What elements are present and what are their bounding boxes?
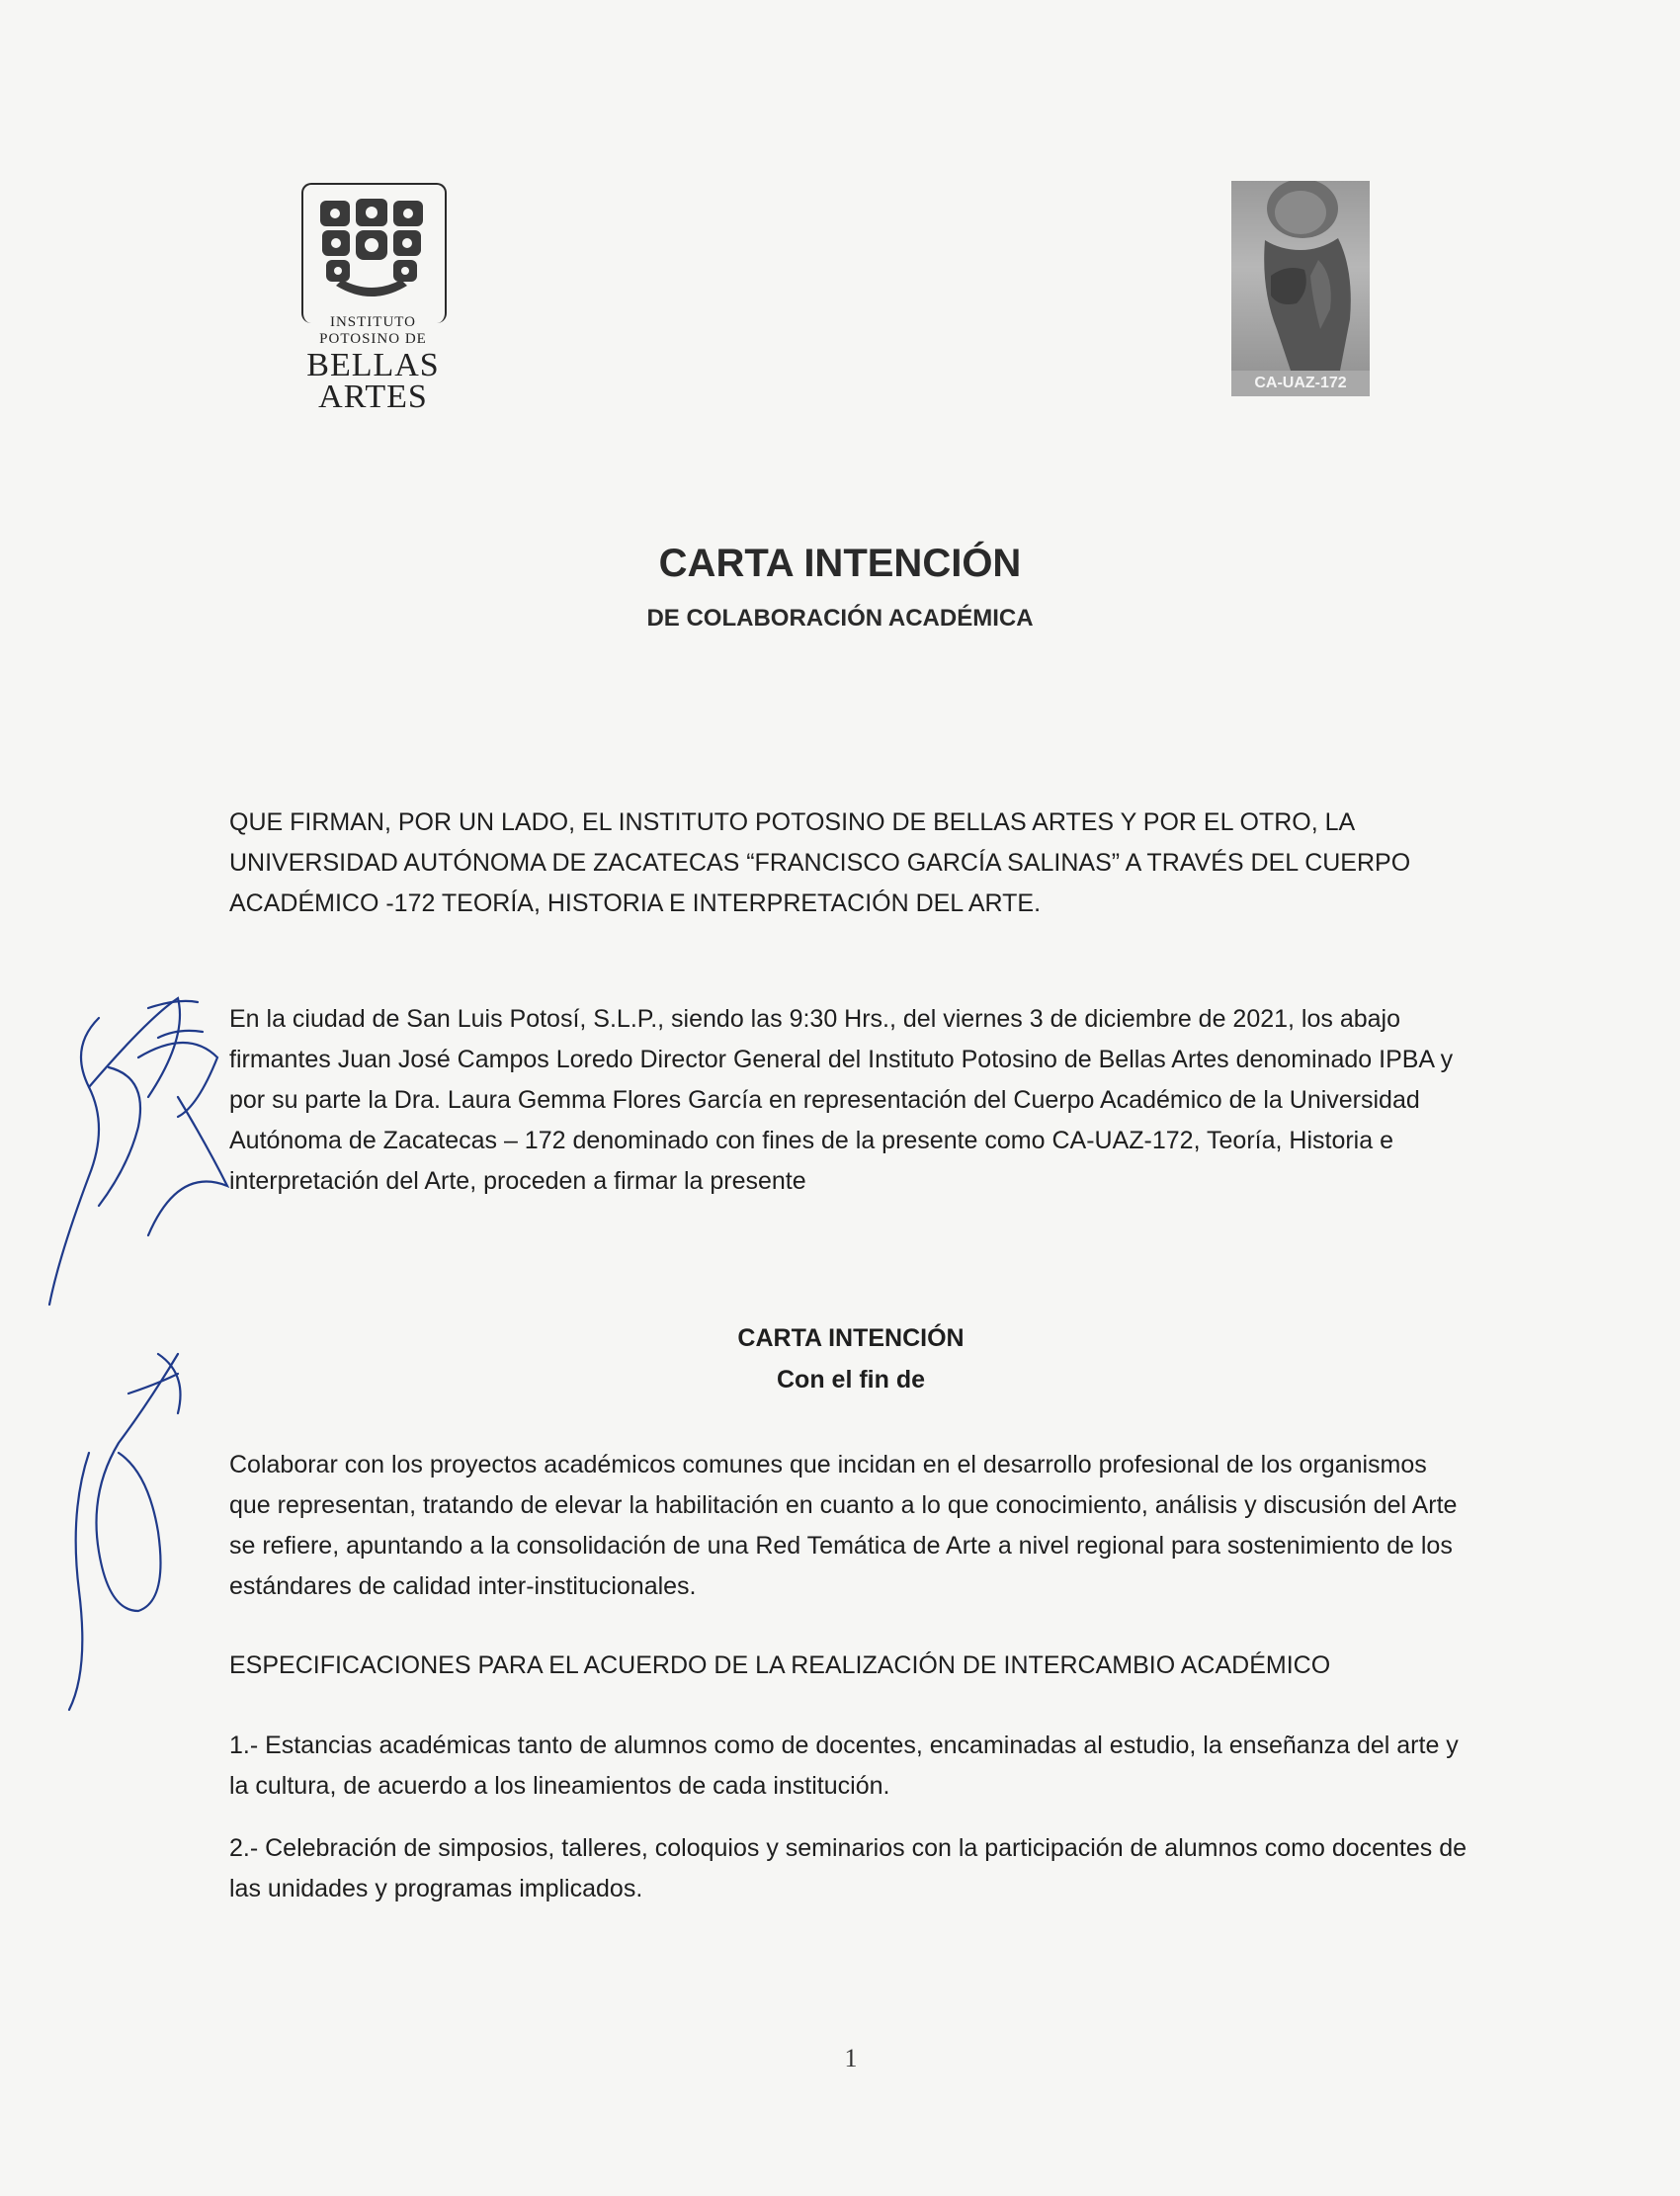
section-title: CARTA INTENCIÓN: [737, 1324, 965, 1352]
intro-paragraph: QUE FIRMAN, POR UN LADO, EL INSTITUTO POTOSINO DE BELLAS ARTES Y POR EL OTRO, LA UNIVERSIDAD AUTÓNOMA DE ZACATECAS “FRANCISCO GARCÍA SALINAS” A TRAVÉS DEL CUERPO ACADÉMICO -172 TEORÍA, HISTORIA E INTERPRETACIÓN DEL ARTE.: [229, 808, 1411, 917]
list-item: 2.- Celebración de simposios, talleres, coloquios y seminarios con la participación de alumnos como docentes de las unidades y programas implicados.: [229, 1834, 1468, 1902]
page-number: 1: [844, 2044, 858, 2072]
heraldic-emblem-icon: [316, 197, 427, 303]
ca-caption: CA-UAZ-172: [1231, 371, 1370, 396]
thinker-sculpture-icon: [1231, 181, 1370, 371]
ipba-logo: [296, 183, 450, 415]
logo-text-line2: POTOSINO DE: [319, 331, 427, 347]
logo-text-line4: ARTES: [318, 379, 428, 415]
body-paragraph: En la ciudad de San Luis Potosí, S.L.P., siendo las 9:30 Hrs., del viernes 3 de diciembre de 2021, los abajo firmantes Juan José Campos Loredo Director General del Instituto Potosino de Bellas Artes denominado IPBA y por su parte la Dra. Laura Gemma Flores García en representación del Cuerpo Académico de la Universidad Autónoma de Zacatecas – 172 denominado con fines de la presente como CA-UAZ-172, Teoría, Historia e interpretación del Arte, proceden a firmar la presente: [229, 1005, 1454, 1195]
ca-uaz-logo: [1231, 181, 1370, 396]
section-subtitle: Con el fin de: [777, 1366, 925, 1394]
list-item: 1.- Estancias académicas tanto de alumnos como de docentes, encaminadas al estudio, la enseñanza del arte y la cultura, de acuerdo a los lineamientos de cada institución.: [229, 1731, 1459, 1800]
handwritten-signatures: [30, 978, 247, 1730]
logo-text-line1: INSTITUTO: [329, 314, 417, 330]
document-title: CARTA INTENCIÓN: [658, 542, 1022, 585]
specifications-heading: ESPECIFICACIONES PARA EL ACUERDO DE LA REALIZACIÓN DE INTERCAMBIO ACADÉMICO: [229, 1651, 1331, 1679]
document-subtitle: DE COLABORACIÓN ACADÉMICA: [646, 605, 1034, 632]
logo-text-line3: BELLAS: [306, 347, 440, 383]
purpose-paragraph: Colaborar con los proyectos académicos comunes que incidan en el desarrollo profesional de los organismos que representan, tratando de elevar la habilitación en cuanto a lo que conocimiento, análisis y discusión del Arte se refiere, apuntando a la consolidación de una Red Temática de Arte a nivel regional para sostenimiento de los estándares de calidad inter-institucionales.: [229, 1451, 1458, 1600]
